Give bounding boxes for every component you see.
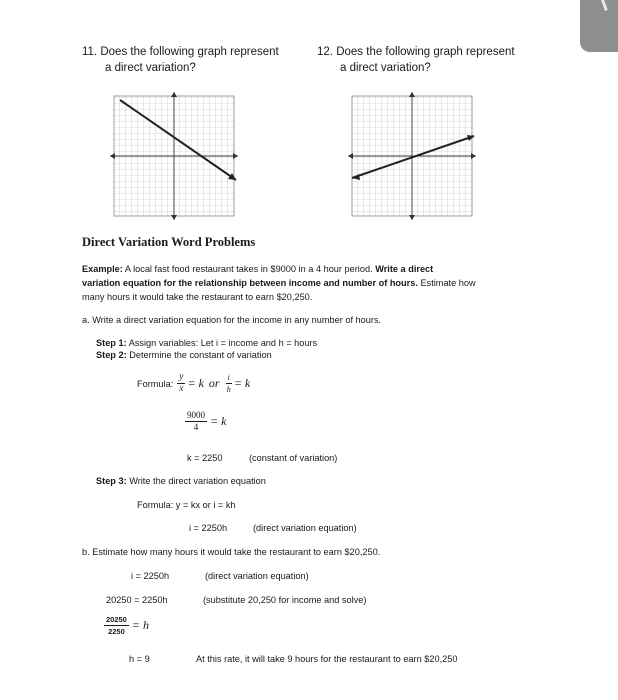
fraction-solve: $\frac{20250}{2250}$ = h [106,615,149,636]
fraction-20250-over-2250: $\frac{20250}{2250}$ [106,615,127,636]
question-11-line2: a direct variation? [105,62,196,74]
example-line1 [82,264,433,274]
step-label: Step 1: [96,338,127,348]
step-label: Step 3: [96,476,127,486]
part-b-note1: (direct variation equation) [205,571,309,581]
part-b-prompt: b. Estimate how many hours it would take the restaurant to earn $20,250. [82,547,381,557]
question-12-line2: a direct variation? [340,62,431,74]
step-2 [96,350,272,360]
graph-11 [108,92,240,220]
fraction-i-over-h: $\frac{i}{h}$ [226,373,231,394]
example-instruction: Write a direct [375,264,434,274]
step-3 [96,476,266,486]
arrow-icon [593,0,608,13]
conclusion: At this rate, it will take 9 hours for the restaurant to earn $20,250 [196,654,458,664]
formula-label: Formula: [137,378,174,389]
part-b-eq2: 20250 = 2250h [106,595,168,605]
part-b-note2: (substitute 20,250 for income and solve) [203,595,367,605]
question-text: Does the following graph represent [336,46,515,58]
example-line2-rest: Estimate how [420,278,476,288]
fraction-9000-over-4: $\frac{9000}{4}$ [187,410,205,432]
k-note: (constant of variation) [249,453,338,463]
step-label: Step 2: [96,350,127,360]
step-text: Write the direct variation equation [129,476,266,486]
formula-2: Formula: y = kx or i = kh [137,500,236,510]
question-11 [82,44,279,60]
section-title: Direct Variation Word Problems [82,235,256,249]
step-text: Determine the constant of variation [129,350,272,360]
k-value: k = 2250 [187,453,223,463]
direct-variation-equation: i = 2250h [189,523,228,533]
result: h = 9 [129,654,150,664]
example-line3: many hours it would take the restaurant to earn $20,250. [82,292,313,302]
step-text: Assign variables: Let i = income and h = hours [128,338,318,348]
graph-12 [346,92,478,220]
step-1 [96,338,317,348]
question-number: 11. [82,46,98,58]
scroll-tab[interactable] [580,0,618,52]
question-number: 12. [317,46,333,58]
equation-note: (direct variation equation) [253,523,357,533]
part-a-prompt: a. Write a direct variation equation for the income in any number of hours. [82,315,382,325]
example-line2-bold: variation equation for the relationship between income and number of hours. [82,278,418,288]
constant-calculation: $\frac{9000}{4}$ = k [187,410,227,432]
part-b-eq1: i = 2250h [131,571,170,581]
question-12 [317,44,515,60]
question-text: Does the following graph represent [100,46,279,58]
example-label: Example: [82,264,123,274]
formula: Formula: $\frac{y}{x}$ = k or $\frac{i}{h}$ = k [137,372,251,394]
fraction-y-over-x: $\frac{y}{x}$ [179,372,184,394]
example-intro: A local fast food restaurant takes in $9000 in a 4 hour period. [124,264,373,274]
example-line2 [82,278,476,288]
